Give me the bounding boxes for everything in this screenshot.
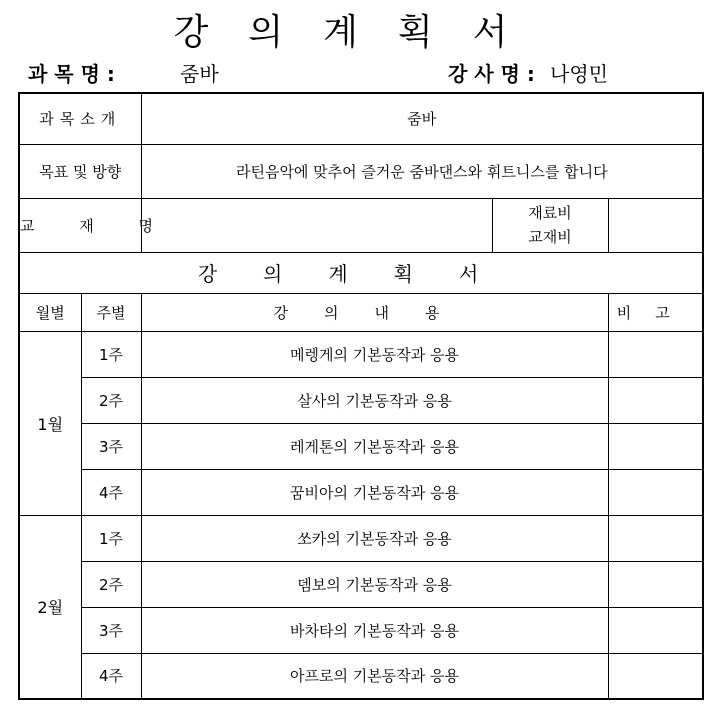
table-row [19,377,703,423]
goal-label: 목표 및 방향 [19,144,141,198]
instructor-label: 강 사 명 : [448,62,535,86]
fee-value [608,198,703,252]
content-cell: 살사의 기본동작과 응용 [141,377,608,423]
week-cell: 2주 [81,377,141,423]
note-cell [608,515,703,561]
subject-label: 과 목 명 : [28,62,115,86]
month-cell: 1월 [19,331,81,515]
fee-labels [492,198,608,252]
col-note-header: 비고 [608,293,703,331]
table-row [19,331,703,377]
content-cell: 아프로의 기본동작과 응용 [141,653,608,699]
col-week-header: 주별 [81,293,141,331]
goal-value: 라틴음악에 맞추어 즐거운 줌바댄스와 휘트니스를 합니다 [141,144,703,198]
instructor-value: 나영민 [550,62,608,86]
content-cell: 뎀보의 기본동작과 응용 [141,561,608,607]
week-cell: 1주 [81,331,141,377]
textbook-label: 교 재 명 [19,198,141,252]
textbook-row [19,198,703,252]
intro-row [19,93,703,144]
month-cell: 2월 [19,515,81,699]
content-cell: 쏘카의 기본동작과 응용 [141,515,608,561]
document-title: 강의계획서 [173,12,548,53]
goal-row [19,144,703,198]
material-fee-label: 재료비 [528,204,572,222]
note-cell [608,423,703,469]
note-cell [608,377,703,423]
section-title-row [19,252,703,293]
table-row [19,607,703,653]
content-cell: 레게톤의 기본동작과 응용 [141,423,608,469]
col-content-header: 강의내용 [141,293,608,331]
table-row [19,561,703,607]
section-title: 강의계획서 [19,252,703,293]
content-cell: 꿈비아의 기본동작과 응용 [141,469,608,515]
content-cell: 메렝게의 기본동작과 응용 [141,331,608,377]
header-row [19,293,703,331]
intro-value: 줌바 [141,93,703,144]
week-cell: 4주 [81,653,141,699]
textbook-value [141,198,492,252]
table-row [19,423,703,469]
note-cell [608,561,703,607]
week-cell: 3주 [81,607,141,653]
note-cell [608,331,703,377]
col-month-header: 월별 [19,293,81,331]
note-cell [608,607,703,653]
lecture-plan-table [18,92,704,700]
week-cell: 2주 [81,561,141,607]
intro-label: 과목소개 [19,93,141,144]
week-cell: 3주 [81,423,141,469]
table-row [19,515,703,561]
week-cell: 1주 [81,515,141,561]
table-row [19,469,703,515]
table-row [19,653,703,699]
note-cell [608,469,703,515]
textbook-fee-label: 교재비 [528,228,572,246]
content-cell: 바차타의 기본동작과 응용 [141,607,608,653]
subject-value: 줌바 [180,62,219,86]
week-cell: 4주 [81,469,141,515]
note-cell [608,653,703,699]
